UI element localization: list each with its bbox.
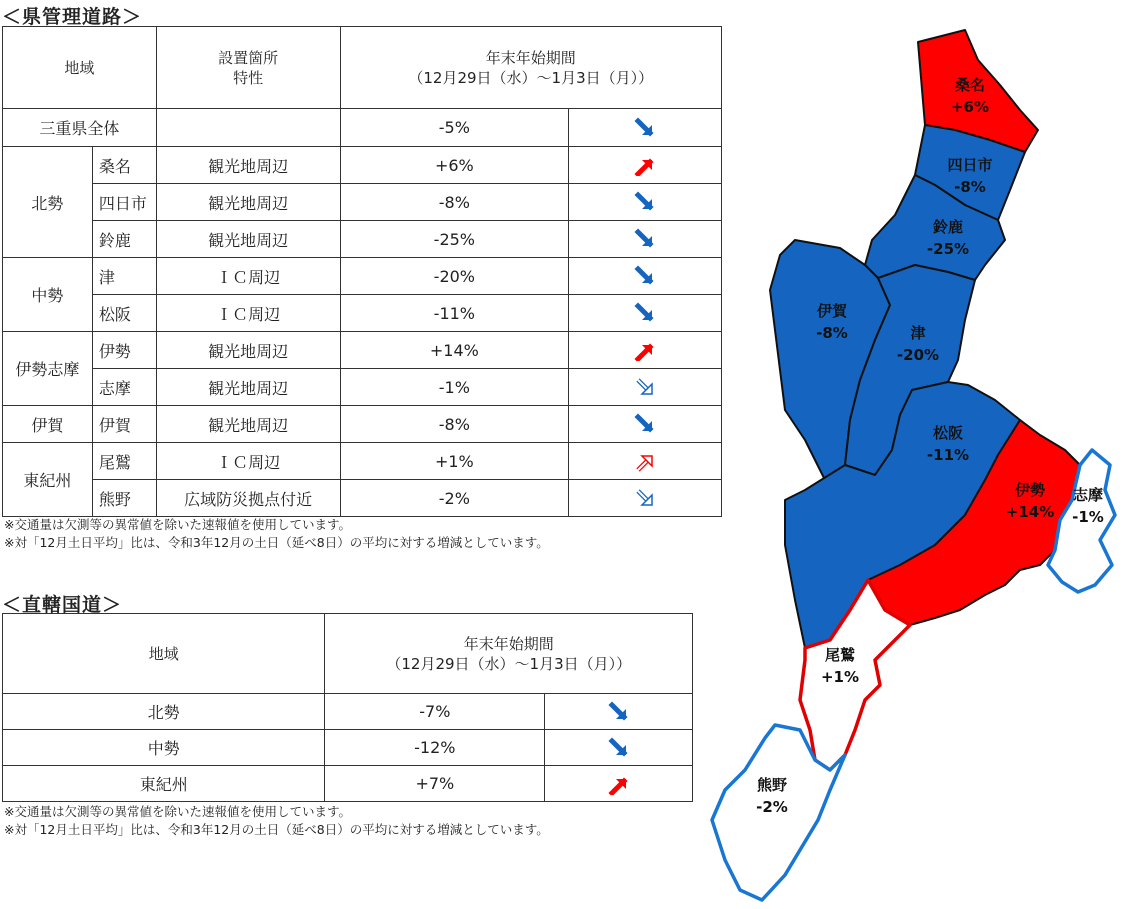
trend-arrow [569,406,722,443]
type-cell: 広域防災拠点付近 [156,480,340,517]
value-cell: -25% [340,221,569,258]
national-header-period-line1: 年末年始期間 [463,634,554,653]
value-cell: +1% [340,443,569,480]
value-cell: -20% [340,258,569,295]
national-trend-arrow [545,694,693,730]
trend-arrow [569,295,722,332]
prefecture-note-2: ※対「12月土日平均」比は、令和3年12月の土日（延べ8日）の平均に対する増減としています。 [4,535,549,550]
national-value-cell: -7% [325,694,545,730]
trend-arrow [569,258,722,295]
header-location-line2: 特性 [233,68,264,87]
national-section-title: ＜直轄国道＞ [2,594,123,616]
overall-label: 三重県全体 [3,109,157,147]
prefecture-section-title: ＜県管理道路＞ [2,6,143,28]
type-cell: 観光地周辺 [156,184,340,221]
group-region: 中勢 [3,258,93,332]
value-cell: -8% [340,406,569,443]
trend-arrow [569,221,722,258]
map-label-name: 松阪 [932,424,964,442]
prefecture-row [3,147,722,184]
national-row [3,730,693,766]
value-cell: -2% [340,480,569,517]
type-cell: 観光地周辺 [156,332,340,369]
overall-type [156,109,340,147]
prefecture-row [3,369,722,406]
national-trend-arrow [545,730,693,766]
map-label-value: -8% [816,324,848,342]
header-location [156,27,340,109]
prefecture-note-1: ※交通量は欠測等の異常値を除いた速報値を使用しています。 [4,517,351,532]
place-cell: 桑名 [92,147,156,184]
national-region-cell: 東紀州 [3,766,325,802]
map-label-name: 伊勢 [1014,481,1046,499]
map-label-value: -20% [896,346,940,364]
group-region: 伊賀 [3,406,93,443]
header-period [340,27,722,109]
header-period-line2: （12月29日（水）～1月3日（月）） [408,68,654,87]
type-cell: 観光地周辺 [156,147,340,184]
prefecture-row [3,406,722,443]
map-label-value: -8% [954,178,986,196]
trend-arrow [569,332,722,369]
national-note-1: ※交通量は欠測等の異常値を除いた速報値を使用しています。 [4,804,351,819]
header-region: 地域 [3,27,157,109]
map-label-name: 四日市 [947,156,993,174]
map-label-name: 桑名 [954,76,986,94]
national-header-period-line2: （12月29日（水）～1月3日（月）） [386,654,632,673]
place-cell: 四日市 [92,184,156,221]
prefecture-row [3,258,722,295]
national-row [3,766,693,802]
type-cell: 観光地周辺 [156,221,340,258]
prefecture-traffic-table [2,26,722,517]
national-header-period [325,614,693,694]
group-region: 伊勢志摩 [3,332,93,406]
prefecture-row [3,295,722,332]
place-cell: 伊賀 [92,406,156,443]
map-label-name: 尾鷲 [824,646,856,664]
type-cell: 観光地周辺 [156,406,340,443]
national-traffic-table [2,613,693,802]
value-cell: -1% [340,369,569,406]
map-label-name: 鈴鹿 [932,218,964,236]
national-header-region: 地域 [3,614,325,694]
map-label-name: 伊賀 [816,302,848,320]
map-label-name: 熊野 [756,776,788,794]
national-note-2: ※対「12月土日平均」比は、令和3年12月の土日（延べ8日）の平均に対する増減としています。 [4,822,549,837]
value-cell: -11% [340,295,569,332]
type-cell: ＩＣ周辺 [156,295,340,332]
map-label-value: +6% [950,98,990,116]
national-value-cell: +7% [325,766,545,802]
header-location-line1: 設置箇所 [218,48,279,67]
type-cell: 観光地周辺 [156,369,340,406]
type-cell: ＩＣ周辺 [156,258,340,295]
place-cell: 津 [92,258,156,295]
value-cell: +14% [340,332,569,369]
map-label-name: 津 [910,324,926,342]
trend-arrow [569,369,722,406]
place-cell: 松阪 [92,295,156,332]
map-label-value: -1% [1072,508,1104,526]
map-label-value: +14% [1005,503,1055,521]
place-cell: 志摩 [92,369,156,406]
national-region-cell: 中勢 [3,730,325,766]
group-region: 北勢 [3,147,93,258]
prefecture-row [3,443,722,480]
map-label-value: +1% [820,668,860,686]
national-row [3,694,693,730]
place-cell: 伊勢 [92,332,156,369]
prefecture-row [3,332,722,369]
prefecture-row [3,221,722,258]
trend-arrow [569,184,722,221]
type-cell: ＩＣ周辺 [156,443,340,480]
overall-trend-arrow [569,109,722,147]
value-cell: -8% [340,184,569,221]
overall-value: -5% [340,109,569,147]
national-value-cell: -12% [325,730,545,766]
trend-arrow [569,480,722,517]
map-label-name: 志摩 [1072,486,1104,504]
value-cell: +6% [340,147,569,184]
mie-region-map [700,20,1145,909]
prefecture-row [3,480,722,517]
national-trend-arrow [545,766,693,802]
national-region-cell: 北勢 [3,694,325,730]
header-period-line1: 年末年始期間 [485,48,576,67]
map-label-value: -25% [926,240,970,258]
map-label-value: -2% [756,798,788,816]
group-region: 東紀州 [3,443,93,517]
place-cell: 鈴鹿 [92,221,156,258]
trend-arrow [569,443,722,480]
prefecture-row [3,184,722,221]
trend-arrow [569,147,722,184]
place-cell: 熊野 [92,480,156,517]
place-cell: 尾鷲 [92,443,156,480]
map-label-value: -11% [926,446,970,464]
